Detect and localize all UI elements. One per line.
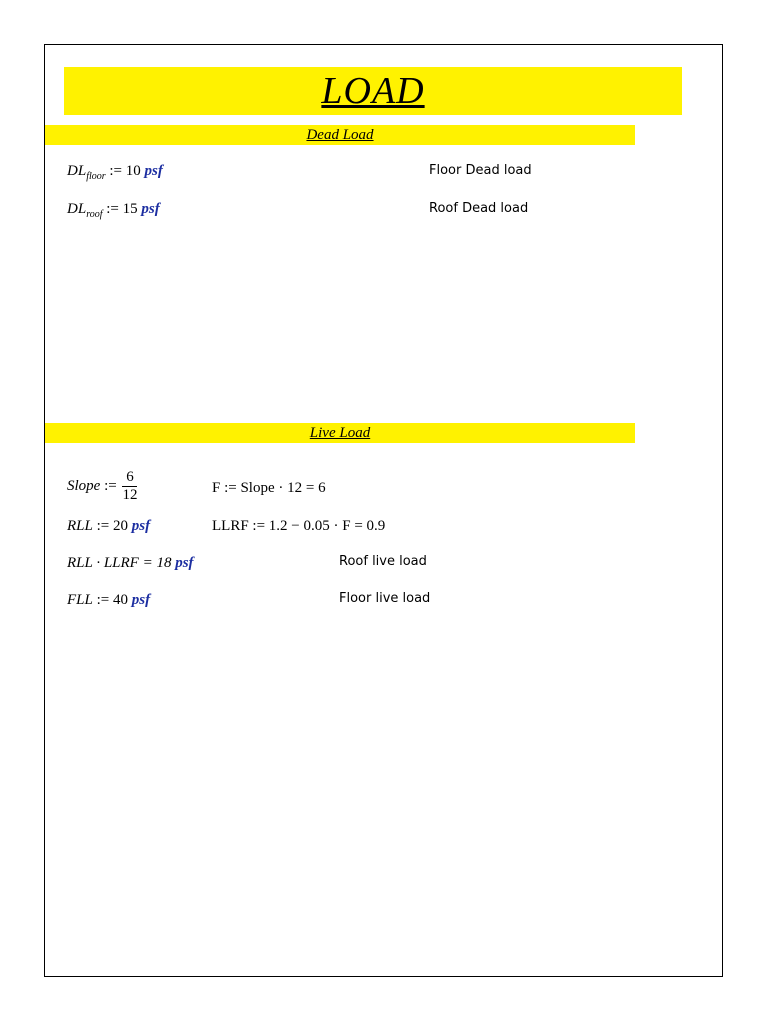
slope-fraction: $\frac{6}{12}$ [122, 469, 138, 503]
dead-load-banner [45, 125, 635, 145]
roof-live-load-note: Roof live load [339, 554, 427, 569]
page-title: LOAD [321, 70, 425, 112]
rll-llrf-equation: RLL · LLRF = 18 psf [67, 555, 194, 571]
fll-equation: FLL := 40 psf [67, 592, 151, 608]
title-banner [64, 67, 682, 115]
slope-equation: Slope := $\frac{6}{12}$ [67, 469, 138, 503]
roof-dead-load-note: Roof Dead load [429, 201, 529, 216]
psf-unit: psf [131, 592, 151, 608]
live-load-heading: Live Load [309, 425, 371, 441]
dl-roof-equation: $DL_{roof}$ := 15 psf [67, 201, 160, 220]
llrf-equation: LLRF := 1.2 − 0.05 · F = 0.9 [212, 518, 386, 534]
live-load-banner [45, 423, 635, 443]
dead-load-heading: Dead Load [306, 127, 374, 143]
f-equation: F := Slope · 12 = 6 [212, 480, 326, 496]
rll-equation: RLL := 20 psf [67, 518, 151, 534]
psf-unit: psf [141, 201, 160, 217]
psf-unit: psf [175, 555, 194, 571]
floor-dead-load-note: Floor Dead load [429, 163, 532, 178]
floor-live-load-note: Floor live load [339, 591, 431, 606]
dl-floor-equation: $DL_{floor}$ := 10 psf [67, 163, 163, 182]
psf-unit: psf [131, 518, 151, 534]
document-page [44, 44, 723, 977]
psf-unit: psf [144, 163, 163, 179]
